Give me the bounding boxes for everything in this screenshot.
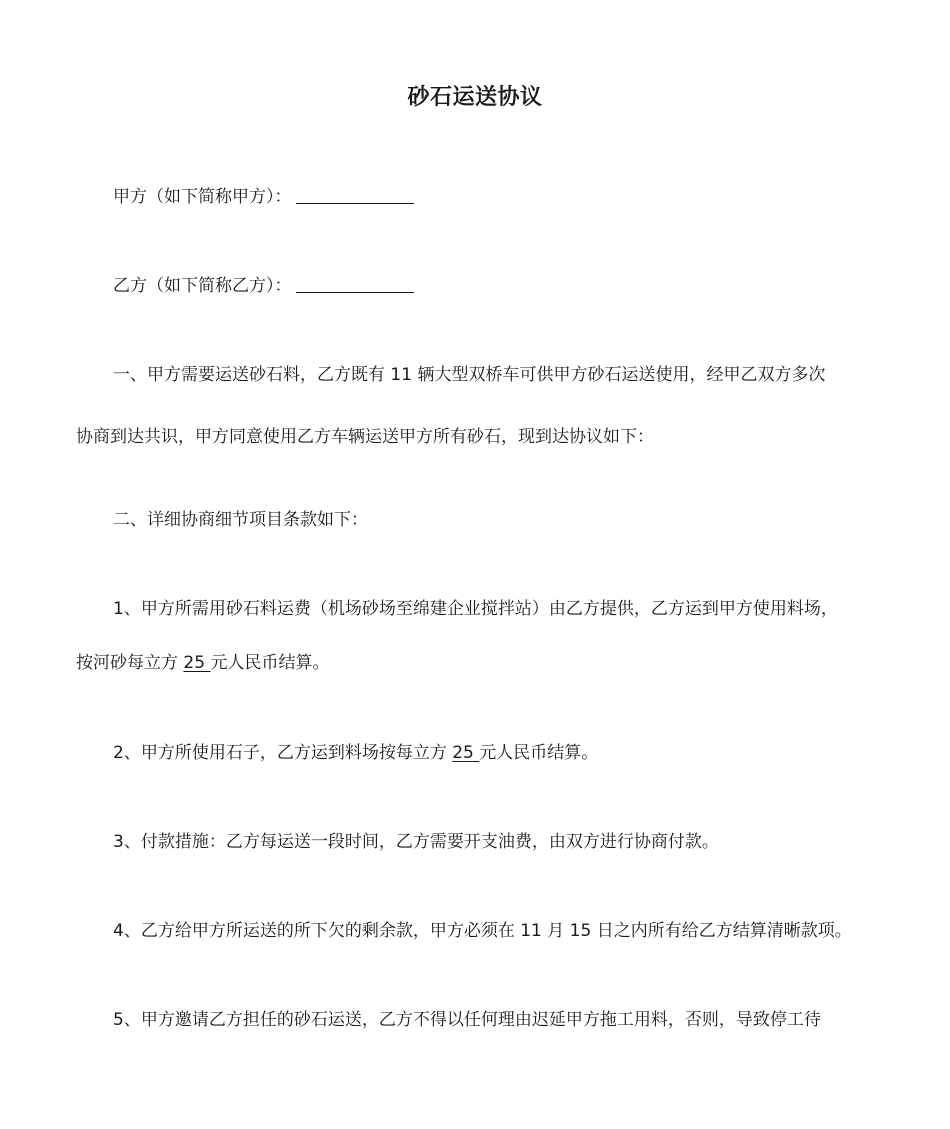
party-b-blank — [296, 274, 414, 293]
paragraph-1-line-2: 协商到达共识，甲方同意使用乙方车辆运送甲方所有砂石，现到达协议如下： — [76, 427, 654, 447]
item-2 — [113, 741, 888, 765]
item-2-text-post: 元人民币结算。 — [479, 743, 599, 763]
document-title: 砂石运送协议 — [407, 85, 543, 110]
party-a-blank — [296, 185, 414, 204]
party-b-label: 乙方（如下简称乙方）： — [113, 276, 292, 296]
item-1-line-1: 1、甲方所需用砂石料运费（机场砂场至绵建企业搅拌站）由乙方提供，乙方运到甲方使用料场， — [113, 599, 838, 619]
party-a-label: 甲方（如下简称甲方）： — [113, 187, 292, 207]
item-4: 4、乙方给甲方所运送的所下欠的剩余款，甲方必须在 11 月 15 日之内所有给乙方结算清晰款项。 — [113, 921, 852, 941]
item-1-text-pre: 按河砂每立方 — [76, 653, 184, 673]
item-2-text-pre: 2、甲方所使用石子，乙方运到料场按每立方 — [113, 743, 453, 763]
item-2-price: 25 — [452, 743, 480, 763]
party-a-line — [113, 185, 888, 209]
item-1-text-post: 元人民币结算。 — [210, 653, 330, 673]
paragraph-2: 二、详细协商细节项目条款如下： — [113, 510, 368, 530]
paragraph-1-line-1: 一、甲方需要运送砂石料，乙方既有 11 辆大型双桥车可供甲方砂石运送使用，经甲乙双方多次 — [113, 365, 826, 385]
item-3: 3、付款措施：乙方每运送一段时间，乙方需要开支油费，由双方进行协商付款。 — [113, 832, 719, 852]
party-b-line — [113, 274, 888, 298]
item-5: 5、甲方邀请乙方担任的砂石运送，乙方不得以任何理由迟延甲方拖工用料，否则，导致停工待 — [113, 1010, 821, 1030]
item-1-line-2 — [76, 651, 886, 675]
item-1-price: 25 — [183, 653, 211, 673]
